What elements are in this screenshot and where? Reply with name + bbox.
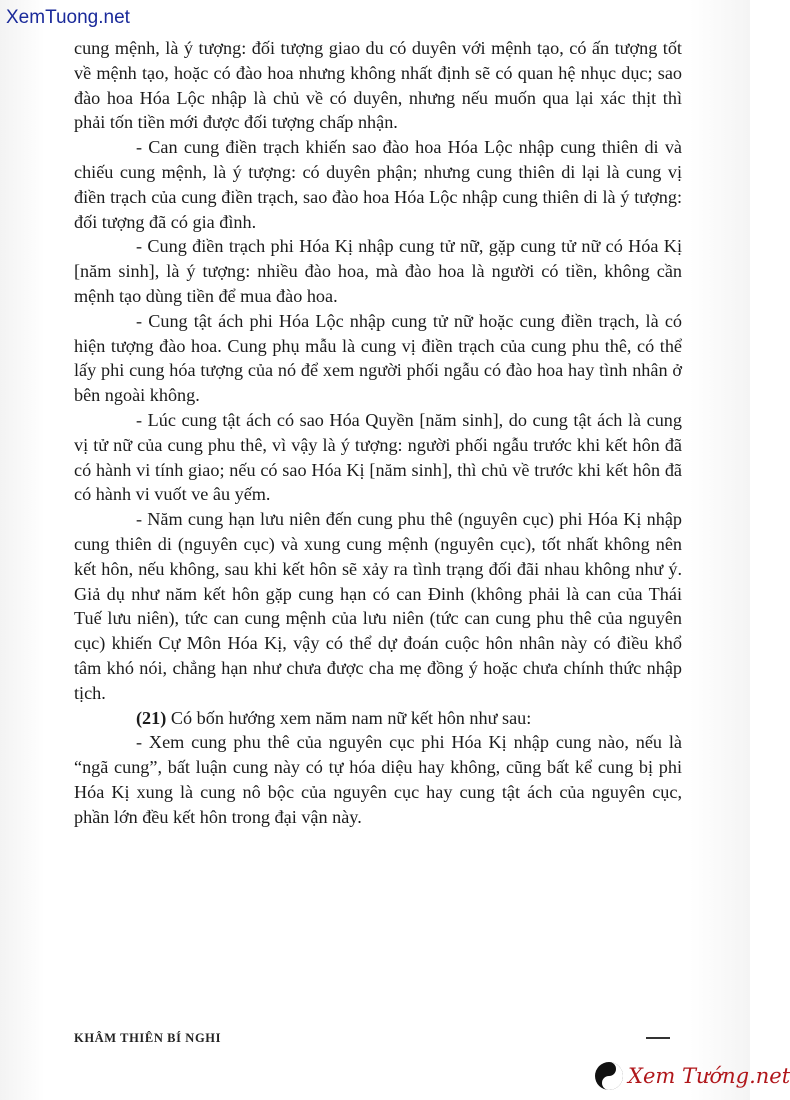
paragraph-7 <box>74 706 682 731</box>
footer-book-title: KHÂM THIÊN BÍ NGHI <box>74 1031 222 1045</box>
site-logo <box>594 1061 790 1091</box>
paragraph-8: - Xem cung phu thê của nguyên cục phi Hóa Kị nhập cung nào, nếu là “ngã cung”, bất luận cung này có tự hóa diệu hay không, cũng bất kể cung bị phi Hóa Kị xung là cung nô bộc của nguyên cục hay cung tật ách của nguyên cục, phần lớn đều kết hôn trong đại vận này. <box>74 732 682 827</box>
paragraph-5: - Lúc cung tật ách có sao Hóa Quyền [năm sinh], do cung tật ách là cung vị tử nữ của cung phu thê, vì vậy là ý tượng: người phối ngẫu trước khi kết hôn đã có hành vi tính giao; nếu có sao Hóa Kị [năm sinh], thì chủ về trước khi kết hôn đã có hành vi vuốt ve âu yếm. <box>74 409 682 505</box>
footer-page-number-mark <box>646 1034 670 1042</box>
site-watermark-label: XemTuong.net <box>6 7 130 28</box>
body-text <box>74 36 682 830</box>
paragraph-6: - Năm cung hạn lưu niên đến cung phu thê (nguyên cục) phi Hóa Kị nhập cung thiên di (nguyên cục) và xung cung mệnh (nguyên cục), tốt nhất không nên kết hôn, nếu không, sau khi kết hôn sẽ xảy ra tình trạng đối đãi nhau không như ý. Giả dụ như năm kết hôn gặp cung hạn có can Đinh (không phải là can của Thái Tuế lưu niên), tức can cung mệnh của lưu niên (tức can cung phu thê của nguyên cục) khiến Cự Môn Hóa Kị, vậy có thể dự đoán cuộc hôn nhân này có điều khổ tâm khó nói, chẳng hạn như chưa được cha mẹ đồng ý hoặc chưa chính thức nhập tịch. <box>74 509 682 703</box>
paragraph-2: - Can cung điền trạch khiến sao đào hoa Hóa Lộc nhập cung thiên di và chiếu cung mệnh, là ý tượng: có duyên phận; nhưng cung thiên di lại là cung vị điền trạch của cung điền trạch, sao đào hoa Hóa Lộc nhập cung thiên di là ý tượng: đối tượng đã có gia đình. <box>74 137 682 232</box>
section-heading-text: Có bốn hướng xem năm nam nữ kết hôn như sau: <box>166 707 532 728</box>
paragraph-4: - Cung tật ách phi Hóa Lộc nhập cung tử nữ hoặc cung điền trạch, là có hiện tượng đào hoa. Cung phụ mẫu là cung vị điền trạch của cung phu thê, có thể lấy phi cung hóa tượng của nó để xem người phối ngẫu có đào hoa hay tình nhân ở bên ngoài không. <box>74 310 682 406</box>
yin-yang-icon <box>594 1061 624 1091</box>
paragraph-1: cung mệnh, là ý tượng: đối tượng giao du có duyên với mệnh tạo, có ấn tượng tốt về mệnh tạo, hoặc có đào hoa nhưng không nhất định sẽ có quan hệ nhục dục; sao đào hoa Hóa Lộc nhập là chủ về có duyên, nhưng nếu muốn qua lại xác thịt thì phải tốn tiền mới được đối tượng chấp nhận. <box>74 38 682 133</box>
section-number: (21) <box>136 707 167 728</box>
logo-text: Xem Tướng.net <box>628 1064 790 1088</box>
paragraph-3: - Cung điền trạch phi Hóa Kị nhập cung tử nữ, gặp cung tử nữ có Hóa Kị [năm sinh], là ý tượng: nhiều đào hoa, mà đào hoa là người có tiền, không cần mệnh tạo dùng tiền để mua đào hoa. <box>74 236 682 306</box>
